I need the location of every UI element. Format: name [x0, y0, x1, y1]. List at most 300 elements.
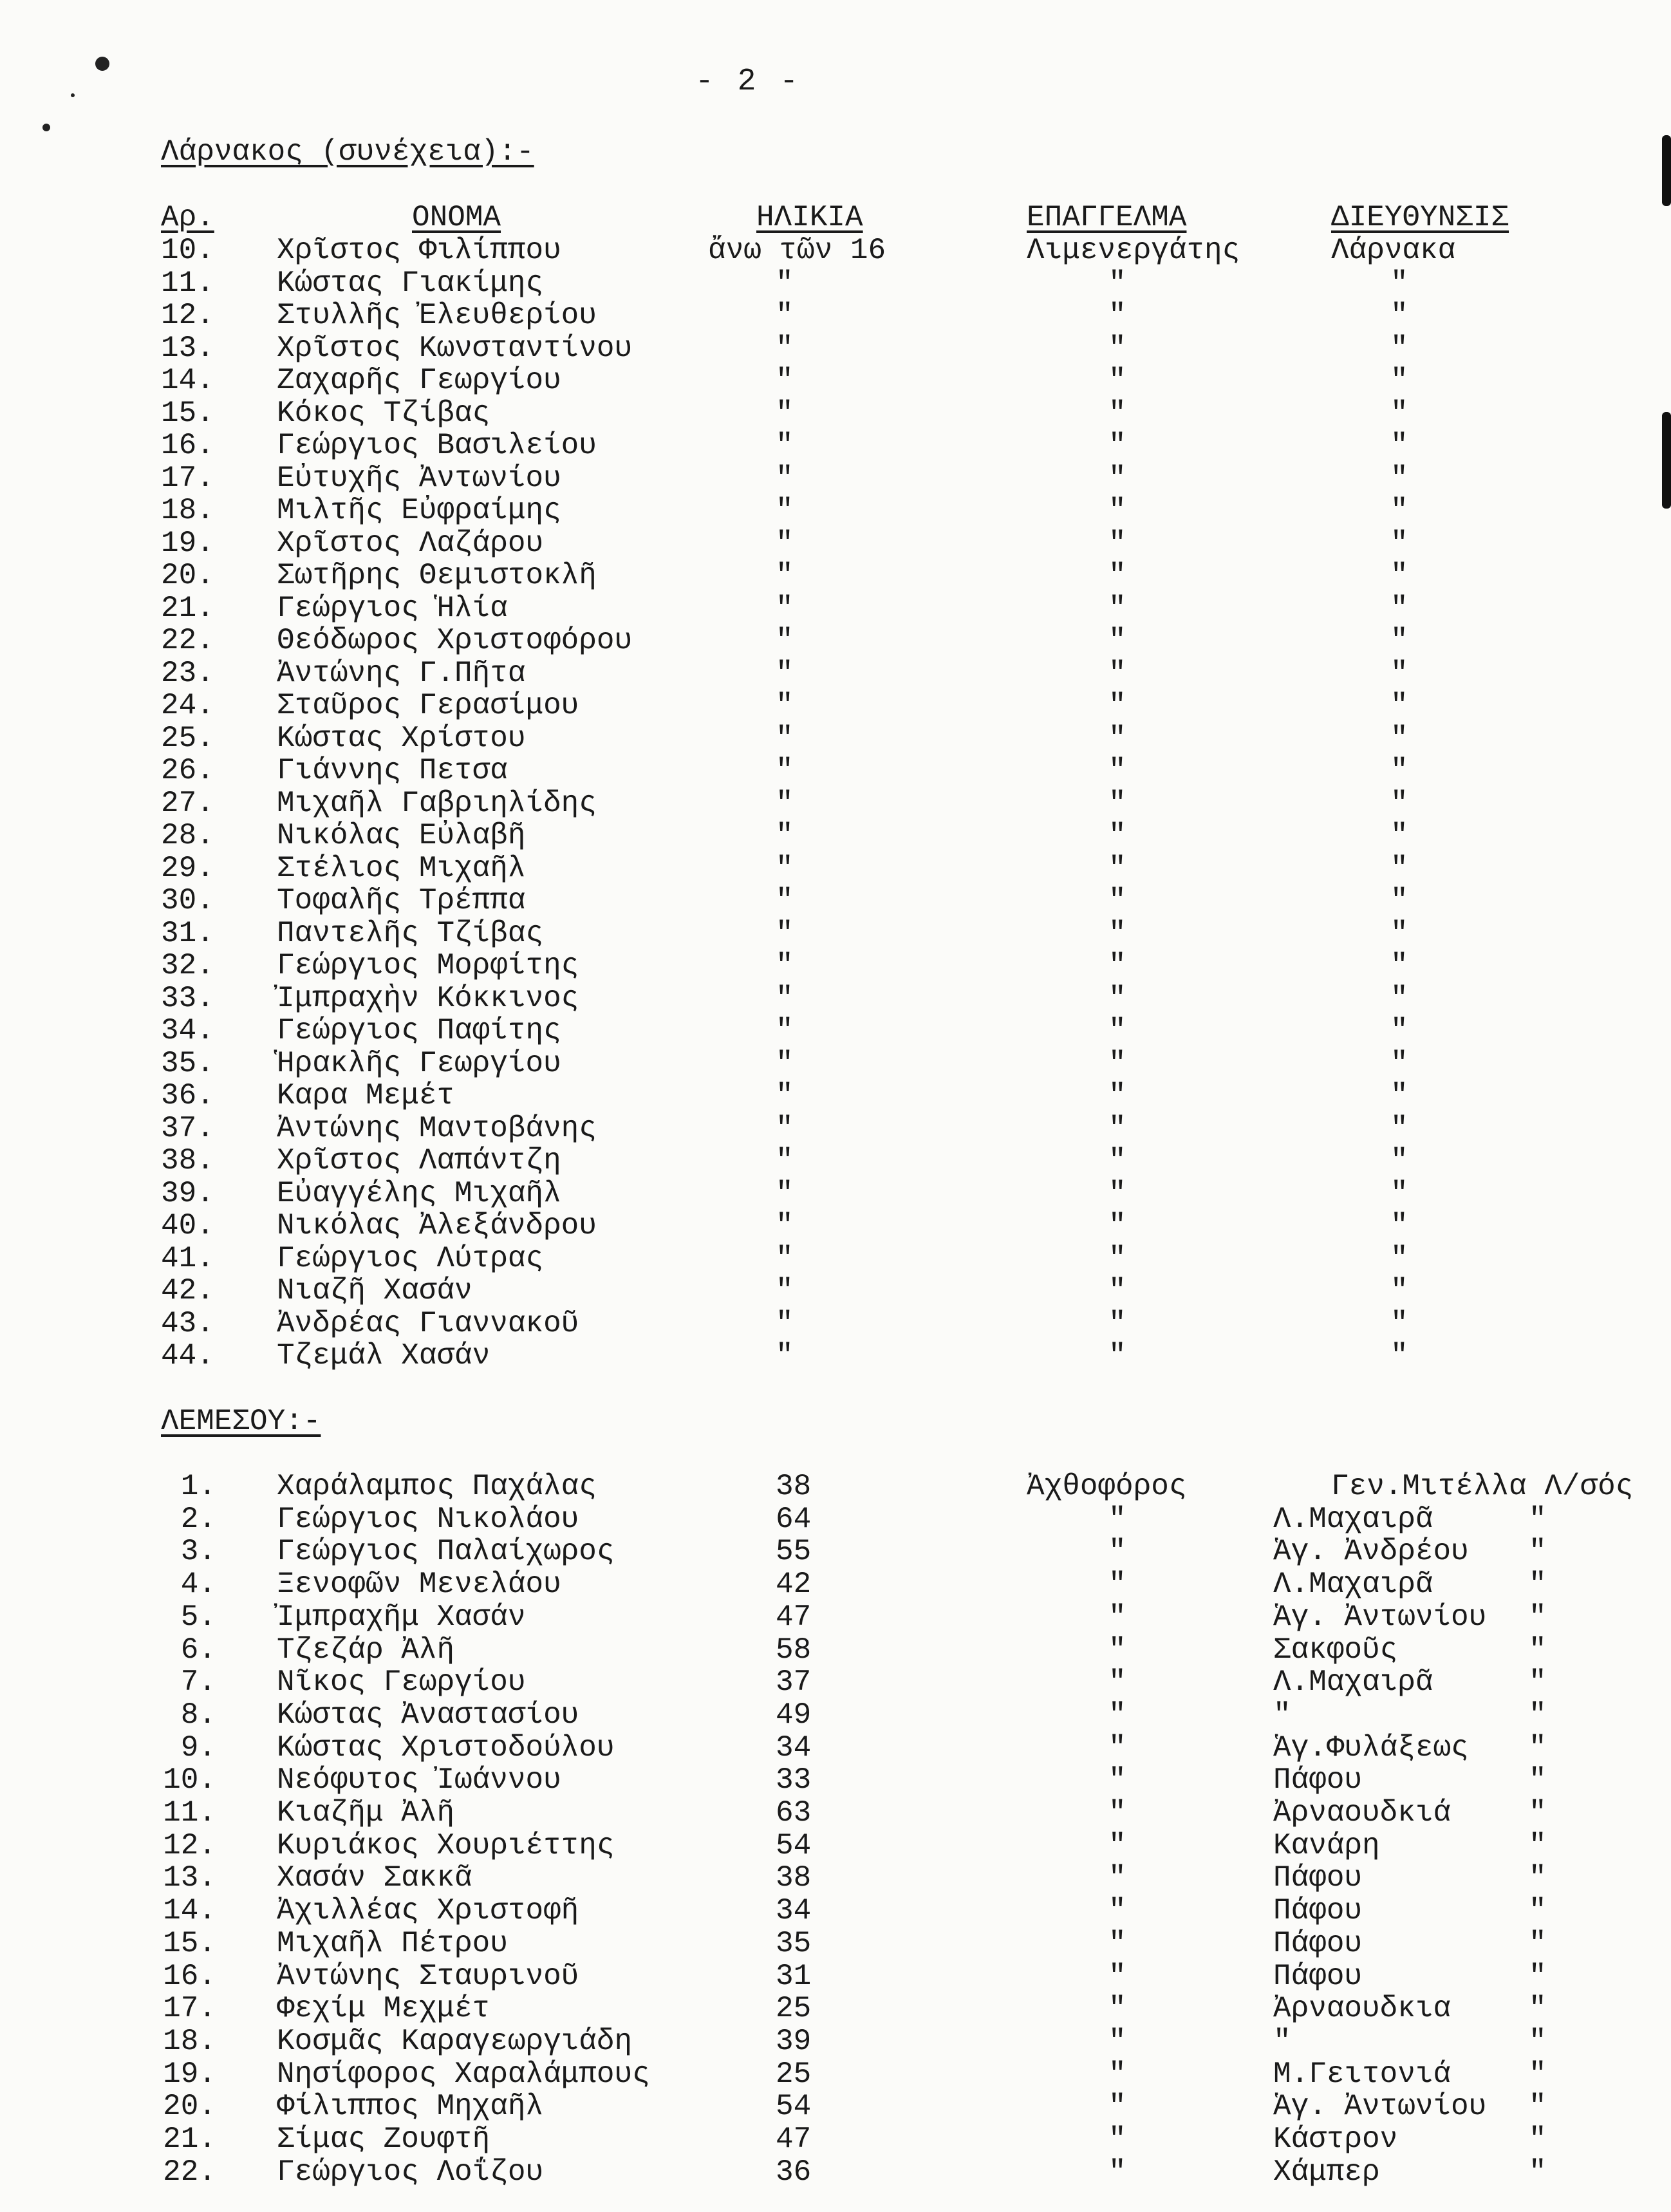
age-cell: " [776, 721, 794, 755]
person-name: Κώστας Ἀναστασίου [277, 1698, 579, 1732]
person-name: Κυριάκος Χουριέττης [277, 1828, 615, 1862]
table-row [0, 1699, 1671, 1731]
table-row [0, 657, 1671, 689]
row-number: 18. [161, 494, 214, 527]
table-row [0, 1535, 1671, 1568]
occupation-cell: " [1108, 429, 1126, 462]
row-number: 36. [161, 1079, 214, 1112]
row-number: 28. [161, 819, 214, 852]
table-row [0, 2156, 1671, 2188]
occupation-cell: " [1108, 2090, 1126, 2124]
age-cell: " [776, 559, 794, 592]
address-cell: Λάρνακα [1331, 234, 1456, 267]
row-number: 21. [161, 591, 214, 625]
address-cell: Κάστρον [1273, 2123, 1398, 2156]
age-cell: 47 [776, 1600, 812, 1634]
occupation-cell: " [1108, 1894, 1126, 1928]
ditto-mark: " [1529, 1698, 1547, 1732]
table-row [0, 234, 1671, 267]
person-name: Νιαζῆ Χασάν [277, 1274, 472, 1308]
age-cell: " [776, 1209, 794, 1242]
occupation-cell: " [1108, 754, 1126, 787]
person-name: Κόκος Τζίβας [277, 396, 490, 430]
table-row [0, 1112, 1671, 1145]
age-cell: " [776, 624, 794, 657]
person-name: Γεώργιος Μορφίτης [277, 949, 579, 982]
table-row [0, 1960, 1671, 1992]
age-cell: " [776, 819, 794, 852]
ditto-mark: " [1529, 2123, 1547, 2156]
ditto-mark: " [1529, 1796, 1547, 1830]
table-row [0, 429, 1671, 462]
occupation-cell: " [1108, 1992, 1126, 2026]
occupation-cell: " [1108, 1926, 1126, 1960]
person-name: Τζεζάρ Ἀλῆ [277, 1633, 455, 1667]
table-row [0, 1634, 1671, 1666]
ditto-mark: " [1529, 1959, 1547, 1993]
age-cell: " [776, 364, 794, 397]
occupation-cell: " [1108, 331, 1126, 365]
occupation-cell: " [1108, 2024, 1126, 2058]
ditto-mark: " [1529, 1633, 1547, 1667]
person-name: Κιαζῆμ Ἀλῆ [277, 1796, 455, 1830]
person-name: Φίλιππος Μηχαῆλ [277, 2090, 544, 2124]
person-name: Μιλτῆς Εὐφραίμης [277, 494, 561, 527]
ditto-mark: " [1529, 1502, 1547, 1536]
occupation-cell: " [1108, 884, 1126, 917]
person-name: Τοφαλῆς Τρέππα [277, 884, 526, 917]
person-name: Γεώργιος Παφίτης [277, 1014, 561, 1047]
person-name: Χρῖστος Φιλίππου [277, 234, 561, 267]
address-cell: Λ.Μαχαιρᾶ [1273, 1665, 1433, 1700]
occupation-cell: " [1108, 494, 1126, 527]
person-name: Ἀχιλλέας Χριστοφῆ [277, 1894, 579, 1928]
occupation-cell: " [1108, 1568, 1126, 1602]
age-cell: " [776, 754, 794, 787]
row-number: 10. [161, 234, 214, 267]
person-name: Εὐτυχῆς Ἀντωνίου [277, 461, 561, 495]
age-cell: " [776, 299, 794, 332]
age-cell: " [776, 884, 794, 917]
person-name: Σταῦρος Γερασίμου [277, 689, 579, 722]
row-number: 40. [161, 1209, 214, 1242]
address-cell: " [1390, 1339, 1408, 1373]
occupation-cell: " [1108, 1861, 1126, 1895]
age-cell: 42 [776, 1568, 812, 1602]
section-heading-limassol: ΛΕΜΕΣΟΥ:- [161, 1405, 321, 1438]
column-header-address: ΔΙΕΥΘΥΝΣΙΣ [1331, 201, 1509, 234]
address-cell: " [1390, 656, 1408, 690]
person-name: Ἀντώνης Μαντοβάνης [277, 1111, 597, 1145]
table-row [0, 397, 1671, 429]
address-cell: Ἀρναουδκια [1273, 1992, 1452, 2026]
row-number: 12. [161, 299, 214, 332]
age-cell: 63 [776, 1796, 812, 1830]
row-number: 15. [163, 1926, 216, 1960]
age-cell: 38 [776, 1470, 812, 1503]
section-heading-larnaca: Λάρνακος (συνέχεια):- [161, 135, 534, 169]
age-cell: " [776, 1241, 794, 1275]
row-number: 20. [161, 559, 214, 592]
address-cell: Ἁγ. Ἀνδρέου [1273, 1535, 1469, 1569]
ditto-mark: " [1529, 1535, 1547, 1569]
row-number: 37. [161, 1111, 214, 1145]
table-row [0, 1992, 1671, 2025]
address-cell: " [1390, 916, 1408, 950]
row-number: 2. [180, 1502, 216, 1536]
age-cell: 39 [776, 2024, 812, 2058]
table-row [0, 2025, 1671, 2057]
person-name: Κώστας Χριστοδούλου [277, 1730, 615, 1765]
ink-blot [95, 57, 109, 71]
ditto-mark: " [1529, 1828, 1547, 1862]
age-cell: " [776, 461, 794, 495]
row-number: 24. [161, 689, 214, 722]
table-row [0, 722, 1671, 755]
ditto-mark: " [1529, 1665, 1547, 1700]
occupation-cell: " [1108, 949, 1126, 982]
occupation-cell: " [1108, 461, 1126, 495]
address-cell: " [1390, 624, 1408, 657]
person-name: Ξενοφῶν Μενελάου [277, 1568, 561, 1602]
row-number: 17. [161, 461, 214, 495]
ditto-mark: " [1529, 2057, 1547, 2091]
table-row [0, 1177, 1671, 1210]
row-number: 15. [161, 396, 214, 430]
age-cell: 25 [776, 2057, 812, 2091]
occupation-cell: Λιμενεργάτης [1027, 234, 1240, 267]
age-cell: " [776, 1111, 794, 1145]
occupation-cell: " [1108, 1274, 1126, 1308]
person-name: Ζαχαρῆς Γεωργίου [277, 364, 561, 397]
occupation-cell: " [1108, 1241, 1126, 1275]
person-name: Νικόλας Εὐλαβῆ [277, 819, 526, 852]
age-cell: " [776, 331, 794, 365]
age-cell: " [776, 494, 794, 527]
person-name: Ἰμπραχὴν Κόκκινος [277, 981, 579, 1015]
age-cell: 25 [776, 1992, 812, 2026]
address-cell: Κανάρη [1273, 1828, 1380, 1862]
row-number: 1. [180, 1470, 216, 1503]
table-row [0, 2058, 1671, 2090]
table-row [0, 527, 1671, 559]
row-number: 20. [163, 2090, 216, 2124]
table-row [0, 1210, 1671, 1242]
address-cell: Πάφου [1273, 1861, 1363, 1895]
person-name: Χαράλαμπος Παχάλας [277, 1470, 597, 1503]
age-cell: " [776, 1176, 794, 1210]
table-row [0, 2123, 1671, 2155]
age-cell: " [776, 981, 794, 1015]
person-name: Στυλλῆς Ἐλευθερίου [277, 299, 597, 332]
table-row [0, 462, 1671, 494]
address-cell: Πάφου [1273, 1959, 1363, 1993]
address-cell: " [1390, 429, 1408, 462]
occupation-cell: " [1108, 1339, 1126, 1373]
ditto-mark: " [1529, 1730, 1547, 1765]
address-cell: " [1390, 1306, 1408, 1340]
occupation-cell: " [1108, 364, 1126, 397]
table-row [0, 820, 1671, 852]
person-name: Χασάν Σακκᾶ [277, 1861, 472, 1895]
row-number: 14. [163, 1894, 216, 1928]
row-number: 38. [161, 1144, 214, 1177]
column-header-age: ΗΛΙΚΙΑ [756, 201, 863, 234]
age-cell: " [776, 526, 794, 560]
row-number: 7. [180, 1665, 216, 1700]
table-row [0, 299, 1671, 332]
table-row [0, 1275, 1671, 1307]
person-name: Κώστας Γιακίμης [277, 266, 544, 300]
age-cell: " [776, 429, 794, 462]
ditto-mark: " [1529, 2090, 1547, 2124]
person-name: Μιχαῆλ Γαβριηλίδης [277, 786, 597, 820]
row-number: 25. [161, 721, 214, 755]
age-cell: " [776, 1306, 794, 1340]
occupation-cell: " [1108, 1046, 1126, 1080]
age-cell: 33 [776, 1763, 812, 1797]
person-name: Στέλιος Μιχαῆλ [277, 851, 526, 885]
occupation-cell: " [1108, 1502, 1126, 1536]
age-cell: 58 [776, 1633, 812, 1667]
address-cell: " [1390, 331, 1408, 365]
occupation-cell: " [1108, 786, 1126, 820]
person-name: Χρῖστος Κωνσταντίνου [277, 331, 633, 365]
row-number: 31. [161, 916, 214, 950]
occupation-cell: " [1108, 916, 1126, 950]
address-cell: Σακφοῦς [1273, 1633, 1398, 1667]
table-row [0, 917, 1671, 950]
address-cell: Μ.Γειτονιά [1273, 2057, 1452, 2091]
address-cell: " [1390, 1274, 1408, 1308]
person-name: Γεώργιος Βασιλείου [277, 429, 597, 462]
address-cell: " [1390, 526, 1408, 560]
age-cell: " [776, 689, 794, 722]
page-number: - 2 - [695, 64, 801, 99]
table-row [0, 559, 1671, 592]
column-header-occupation: ΕΠΑΓΓΕΛΜΑ [1027, 201, 1187, 234]
occupation-cell: " [1108, 1763, 1126, 1797]
row-number: 27. [161, 786, 214, 820]
person-name: Ἀνδρέας Γιαννακοῦ [277, 1306, 579, 1340]
table-row [0, 267, 1671, 299]
row-number: 19. [163, 2057, 216, 2091]
age-cell: " [776, 1046, 794, 1080]
person-name: Γιάννης Πετσα [277, 754, 508, 787]
occupation-cell: " [1108, 266, 1126, 300]
address-cell: " [1390, 1176, 1408, 1210]
table-row [0, 1015, 1671, 1047]
row-number: 32. [161, 949, 214, 982]
address-cell: " [1390, 1111, 1408, 1145]
occupation-cell: " [1108, 981, 1126, 1015]
age-cell: 54 [776, 2090, 812, 2124]
person-name: Χρῖστος Λαζάρου [277, 526, 544, 560]
person-name: Γεώργιος Νικολάου [277, 1502, 579, 1536]
table-row [0, 1862, 1671, 1894]
table-row [0, 1145, 1671, 1177]
row-number: 14. [161, 364, 214, 397]
address-cell: Λ.Μαχαιρᾶ [1273, 1502, 1433, 1536]
age-cell: 34 [776, 1894, 812, 1928]
table-row [0, 852, 1671, 885]
address-cell: Πάφου [1273, 1926, 1363, 1960]
age-cell: " [776, 266, 794, 300]
column-header-name: ΟΝΟΜΑ [412, 201, 501, 234]
table-row [0, 950, 1671, 982]
address-cell: Λ.Μαχαιρᾶ [1273, 1568, 1433, 1602]
person-name: Χρῖστος Λαπάντζη [277, 1144, 561, 1177]
row-number: 8. [180, 1698, 216, 1732]
ink-speck [42, 124, 50, 131]
address-cell: " [1273, 1698, 1291, 1732]
table-row [0, 982, 1671, 1015]
age-cell: 55 [776, 1535, 812, 1569]
row-number: 19. [161, 526, 214, 560]
person-name: Γεώργιος Παλαίχωρος [277, 1535, 615, 1569]
occupation-cell: " [1108, 1079, 1126, 1112]
person-name: Μιχαῆλ Πέτρου [277, 1926, 508, 1960]
person-name: Ἡρακλῆς Γεωργίου [277, 1046, 561, 1080]
person-name: Κώστας Χρίστου [277, 721, 526, 755]
occupation-cell: " [1108, 1306, 1126, 1340]
table-row [0, 1503, 1671, 1535]
row-number: 9. [180, 1730, 216, 1765]
row-number: 26. [161, 754, 214, 787]
occupation-cell: " [1108, 656, 1126, 690]
address-cell: " [1390, 786, 1408, 820]
address-cell: " [1390, 559, 1408, 592]
person-name: Νῖκος Γεωργίου [277, 1665, 526, 1700]
table-row [0, 1830, 1671, 1862]
age-cell: " [776, 1079, 794, 1112]
row-number: 41. [161, 1241, 214, 1275]
row-number: 17. [163, 1992, 216, 2026]
address-cell: " [1390, 1144, 1408, 1177]
address-cell: " [1390, 461, 1408, 495]
address-cell: " [1390, 494, 1408, 527]
table-row [0, 624, 1671, 657]
table-row [0, 1927, 1671, 1960]
row-number: 43. [161, 1306, 214, 1340]
ditto-mark: " [1529, 1568, 1547, 1602]
person-name: Παντελῆς Τζίβας [277, 916, 544, 950]
row-number: 34. [161, 1014, 214, 1047]
occupation-cell: " [1108, 689, 1126, 722]
table-row [0, 1568, 1671, 1600]
column-header-num: Αρ. [161, 201, 214, 234]
row-number: 16. [161, 429, 214, 462]
person-name: Γεώργιος Ἡλία [277, 591, 508, 625]
occupation-cell: " [1108, 1633, 1126, 1667]
ditto-mark: " [1529, 1861, 1547, 1895]
row-number: 16. [163, 1959, 216, 1993]
address-cell: " [1390, 754, 1408, 787]
age-cell: 37 [776, 1665, 812, 1700]
occupation-cell: " [1108, 2155, 1126, 2189]
table-row [0, 885, 1671, 917]
address-cell: Πάφου [1273, 1894, 1363, 1928]
age-cell: " [776, 949, 794, 982]
age-cell: ἄνω τῶν 16 [708, 234, 886, 267]
address-cell: " [1390, 981, 1408, 1015]
table-row [0, 689, 1671, 722]
address-cell: " [1390, 851, 1408, 885]
row-number: 33. [161, 981, 214, 1015]
row-number: 18. [163, 2024, 216, 2058]
person-name: Νικόλας Ἀλεξάνδρου [277, 1209, 597, 1242]
table-row [0, 494, 1671, 527]
occupation-cell: Ἀχθοφόρος [1027, 1470, 1187, 1503]
address-cell: Πάφου [1273, 1763, 1363, 1797]
address-cell: " [1390, 1241, 1408, 1275]
person-name: Σωτῆρης Θεμιστοκλῆ [277, 559, 597, 592]
occupation-cell: " [1108, 526, 1126, 560]
table-row [0, 1470, 1671, 1503]
address-cell: " [1390, 1209, 1408, 1242]
age-cell: " [776, 656, 794, 690]
table-row [0, 1242, 1671, 1275]
row-number: 42. [161, 1274, 214, 1308]
address-cell: Χάμπερ [1273, 2155, 1380, 2189]
occupation-cell: " [1108, 396, 1126, 430]
address-cell: " [1390, 266, 1408, 300]
address-cell: " [1390, 1079, 1408, 1112]
occupation-cell: " [1108, 1828, 1126, 1862]
table-row [0, 1308, 1671, 1340]
table-row [0, 1764, 1671, 1796]
address-cell: " [1390, 721, 1408, 755]
occupation-cell: " [1108, 1209, 1126, 1242]
table-row [0, 1666, 1671, 1698]
person-name: Ἀντώνης Γ.Πῆτα [277, 656, 526, 690]
row-number: 13. [161, 331, 214, 365]
age-cell: 38 [776, 1861, 812, 1895]
occupation-cell: " [1108, 1176, 1126, 1210]
age-cell: " [776, 1014, 794, 1047]
table-row [0, 592, 1671, 624]
person-name: Νεόφυτος Ἰωάννου [277, 1763, 561, 1797]
person-name: Τζεμάλ Χασάν [277, 1339, 490, 1373]
address-cell: Ἁγ. Ἀντωνίου [1273, 2090, 1487, 2124]
occupation-cell: " [1108, 1796, 1126, 1830]
person-name: Καρα Μεμέτ [277, 1079, 455, 1112]
age-cell: " [776, 591, 794, 625]
ditto-mark: " [1529, 1763, 1547, 1797]
ditto-mark: " [1529, 1600, 1547, 1634]
age-cell: 34 [776, 1730, 812, 1765]
person-name: Γεώργιος Λοΐζου [277, 2155, 544, 2189]
age-cell: 36 [776, 2155, 812, 2189]
row-number: 5. [180, 1600, 216, 1634]
person-name: Νησίφορος Χαραλάμπους [277, 2057, 650, 2091]
age-cell: " [776, 851, 794, 885]
row-number: 11. [161, 266, 214, 300]
person-name: Ἀντώνης Σταυρινοῦ [277, 1959, 579, 1993]
row-number: 6. [180, 1633, 216, 1667]
address-cell: " [1390, 1014, 1408, 1047]
ditto-mark: " [1529, 2024, 1547, 2058]
age-cell: " [776, 1274, 794, 1308]
age-cell: " [776, 786, 794, 820]
table-row [0, 1732, 1671, 1764]
row-number: 39. [161, 1176, 214, 1210]
occupation-cell: " [1108, 1600, 1126, 1634]
table-row [0, 1797, 1671, 1829]
occupation-cell: " [1108, 591, 1126, 625]
age-cell: " [776, 916, 794, 950]
table-row [0, 1047, 1671, 1080]
